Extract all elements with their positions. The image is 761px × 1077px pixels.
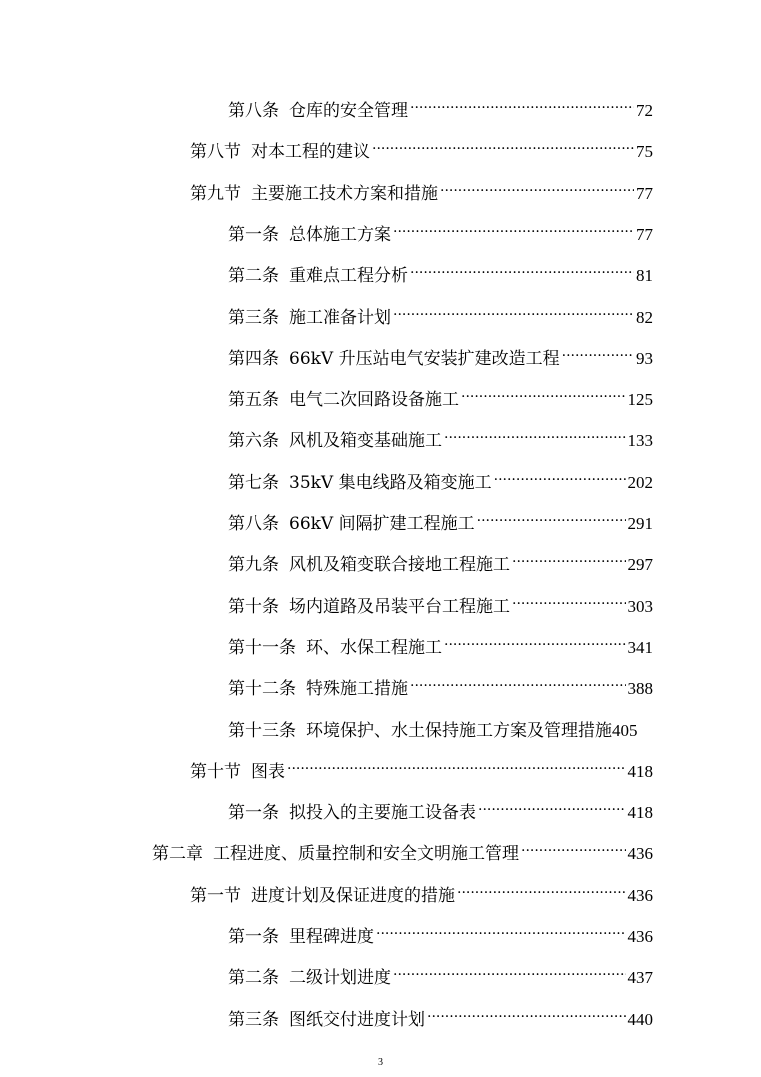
toc-entry[interactable] [190,175,653,204]
toc-entry[interactable] [228,959,653,989]
toc-dot-leader [494,464,626,488]
toc-dot-leader [287,753,626,777]
toc-dot-leader [478,794,626,818]
toc-dot-leader [410,257,634,281]
toc-dot-leader [376,918,626,942]
toc-entry-number: 第二条 [228,266,279,287]
toc-entry-title: 进度计划及保证进度的措施 [251,885,455,906]
toc-dot-leader [393,216,634,240]
toc-entry-page: 418 [627,761,653,781]
toc-entry[interactable] [228,299,653,328]
toc-entry-page: 436 [627,927,653,946]
toc-entry-title: 图表 [251,761,285,782]
toc-entry[interactable] [152,835,653,865]
toc-entry-number: 第五条 [228,390,279,411]
toc-entry-title: 场内道路及吊装平台工程施工 [289,596,510,617]
toc-entry-page: 437 [627,968,653,988]
toc-entry-title: 风机及箱变基础施工 [289,431,442,452]
toc-entry-number: 第一条 [228,927,279,947]
toc-entry-title: 风机及箱变联合接地工程施工 [289,555,510,576]
toc-entry-title: 66kV 间隔扩建工程施工 [289,514,475,534]
toc-entry-page: 341 [627,637,653,657]
toc-dot-leader [410,670,626,694]
toc-entry[interactable] [228,712,674,741]
toc-dot-leader [410,92,634,116]
toc-entry-page: 202 [627,472,653,492]
toc-entry-page: 125 [627,390,653,410]
toc-entry-number: 第十二条 [228,679,296,700]
toc-entry[interactable] [228,546,653,576]
toc-dot-leader [457,877,626,901]
toc-entry-title: 二级计划进度 [289,968,391,989]
toc-dot-leader [512,546,626,570]
toc-dot-leader [444,629,626,653]
toc-entry-page: 436 [627,885,653,905]
toc-entry[interactable] [228,629,653,658]
toc-entry[interactable] [228,794,653,824]
toc-entry-page: 388 [627,679,653,699]
toc-dot-leader [444,422,626,446]
toc-entry-title: 图纸交付进度计划 [289,1009,425,1030]
toc-dot-leader [512,588,626,612]
toc-entry-number: 第十三条 [228,720,296,741]
toc-entry-number: 第一节 [190,885,241,906]
toc-entry-page: 77 [636,224,653,244]
toc-entry-page: 440 [627,1009,653,1029]
toc-entry-title: 重难点工程分析 [289,266,408,287]
toc-dot-leader [461,381,626,405]
toc-entry-page: 418 [627,803,653,823]
toc-entry-page: 436 [627,844,653,864]
toc-entry[interactable] [228,257,653,287]
toc-entry-title: 35kV 集电线路及箱变施工 [289,472,492,493]
toc-entry[interactable] [228,381,653,411]
toc-entry[interactable] [228,340,653,369]
toc-dot-leader [372,133,634,157]
toc-entry-title: 对本工程的建议 [251,142,370,163]
toc-entry[interactable] [228,918,653,947]
toc-entry-page: 77 [636,183,653,203]
toc-entry-page: 291 [627,514,653,533]
toc-entry-title: 环境保护、水土保持施工方案及管理措施 [306,720,612,741]
toc-dot-leader [562,340,634,364]
toc-entry-title: 仓库的安全管理 [289,101,408,121]
toc-entry-number: 第四条 [228,348,279,369]
toc-entry-title: 工程进度、质量控制和安全文明施工管理 [213,844,519,865]
toc-entry-number: 第十一条 [228,637,296,658]
page-number: 3 [378,1057,383,1068]
toc-entry-page: 303 [627,596,653,616]
toc-entry[interactable] [228,92,653,121]
toc-entry-page: 72 [636,101,653,120]
toc-entry-title: 里程碑进度 [289,927,374,947]
toc-entry-number: 第二条 [228,968,279,989]
toc-entry[interactable] [190,877,653,906]
toc-entry[interactable] [228,505,653,534]
toc-entry-page: 133 [627,431,653,451]
toc-entry-title: 电气二次回路设备施工 [289,390,459,411]
toc-entry-number: 第八节 [190,142,241,163]
toc-entry-title: 主要施工技术方案和措施 [251,183,438,204]
toc-entry-number: 第一条 [228,803,279,824]
toc-dot-leader [477,505,626,529]
toc-entry-title: 66kV 升压站电气安装扩建改造工程 [289,348,560,369]
toc-dot-leader [427,1001,626,1025]
toc-entry-number: 第十条 [228,596,279,617]
toc-entry[interactable] [190,133,653,163]
toc-entry-page: 405 [612,720,638,740]
toc-entry-title: 总体施工方案 [289,224,391,245]
toc-entry-number: 第九节 [190,183,241,204]
toc-entry-page: 81 [636,266,653,286]
toc-dot-leader [393,299,634,323]
toc-entry[interactable] [228,670,653,700]
toc-entry[interactable] [228,422,653,452]
toc-entry-number: 第二章 [152,844,203,865]
toc-entry-page: 75 [636,142,653,162]
toc-entry[interactable] [228,1001,653,1030]
toc-entry-title: 特殊施工措施 [306,679,408,700]
toc-entry-page: 82 [636,307,653,327]
toc-entry-page: 93 [636,348,653,368]
toc-entry-number: 第一条 [228,224,279,245]
toc-entry-title: 施工准备计划 [289,307,391,328]
toc-entry[interactable] [190,753,653,782]
toc-entry-number: 第八条 [228,101,279,121]
toc-entry-number: 第十节 [190,761,241,782]
toc-entry-number: 第三条 [228,1009,279,1030]
toc-entry[interactable] [228,216,653,245]
toc-dot-leader [440,175,634,199]
toc-entry-title: 环、水保工程施工 [306,637,442,658]
toc-entry-number: 第九条 [228,555,279,576]
toc-entry-page: 297 [627,555,653,575]
toc-dot-leader [393,959,626,983]
toc-entry-number: 第八条 [228,514,279,534]
toc-entry-number: 第七条 [228,472,279,493]
toc-dot-leader [521,835,626,859]
toc-entry-number: 第六条 [228,431,279,452]
toc-entry[interactable] [228,464,653,493]
toc-entry-title: 拟投入的主要施工设备表 [289,803,476,824]
toc-entry-number: 第三条 [228,307,279,328]
toc-entry[interactable] [228,588,653,617]
